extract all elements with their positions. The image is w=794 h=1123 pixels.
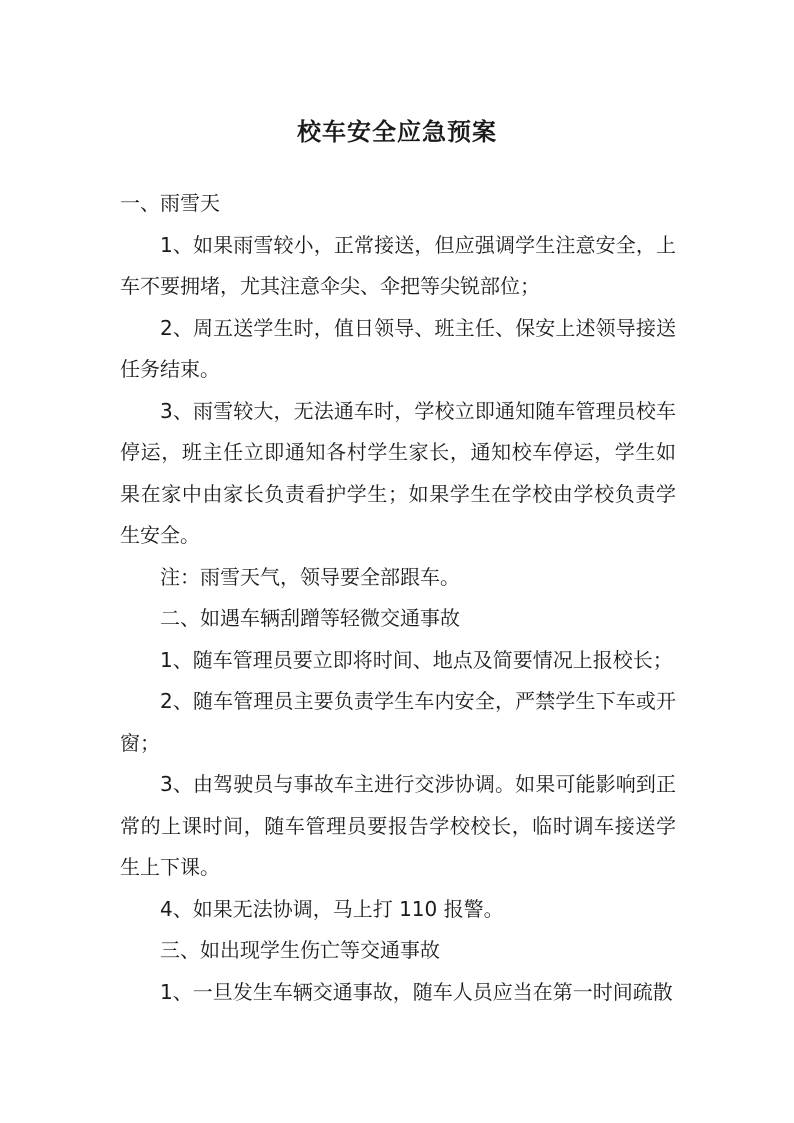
paragraph: 4、如果无法协调，马上打 110 报警。: [160, 896, 504, 921]
paragraph: 2、周五送学生时，值日领导、班主任、保安上述领导接送任务结束。: [120, 315, 676, 381]
document-body: [120, 183, 676, 1013]
paragraph: 1、一旦发生车辆交通事故，随车人员应当在第一时间疏散: [160, 979, 673, 1004]
paragraph: 1、如果雨雪较小，正常接送，但应强调学生注意安全，上车不要拥堵，尤其注意伞尖、伞把等尖锐部位；: [120, 232, 676, 298]
paragraph-note: 注：雨雪天气，领导要全部跟车。: [160, 564, 460, 589]
paragraph: 3、雨雪较大，无法通车时，学校立即通知随车管理员校车停运，班主任立即通知各村学生家长，通知校车停运，学生如果在家中由家长负责看护学生；如果学生在学校由学校负责学生安全。: [120, 398, 676, 547]
paragraph-section-2-heading: 二、如遇车辆刮蹭等轻微交通事故: [160, 606, 460, 630]
paragraph-section-3-heading: 三、如出现学生伤亡等交通事故: [160, 938, 440, 962]
paragraph: 2、随车管理员主要负责学生车内安全，严禁学生下车或开窗；: [120, 689, 676, 755]
document-title: 校车安全应急预案: [297, 118, 497, 147]
paragraph: 3、由驾驶员与事故车主进行交涉协调。如果可能影响到正常的上课时间，随车管理员要报告学校校长，临时调车接送学生上下课。: [120, 772, 676, 879]
paragraph-section-1-heading: 一、雨雪天: [120, 191, 220, 215]
paragraph: 1、随车管理员要立即将时间、地点及简要情况上报校长；: [160, 647, 673, 672]
